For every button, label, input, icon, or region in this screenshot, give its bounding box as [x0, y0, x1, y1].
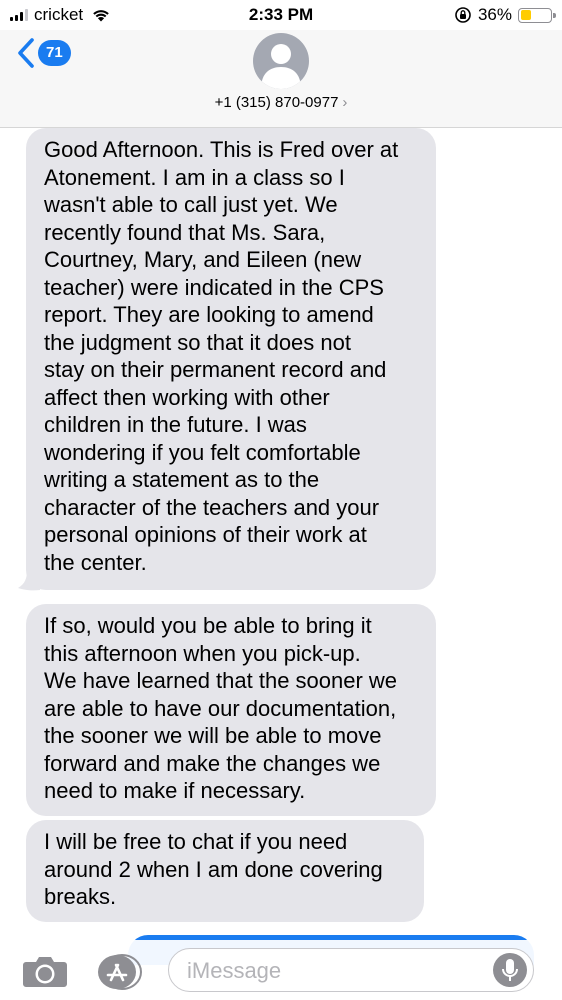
message-line: I will be free to chat if you need: [44, 829, 348, 854]
camera-icon[interactable]: [22, 954, 68, 988]
message-line: Atonement. I am in a class so I: [44, 164, 345, 190]
received-message-bubble[interactable]: [26, 820, 424, 922]
message-input[interactable]: [168, 948, 534, 992]
message-line: writing a statement as to the: [44, 467, 320, 492]
message-line: children in the future. I was: [44, 412, 307, 437]
message-line: breaks.: [44, 884, 117, 909]
contact-details-link[interactable]: [0, 94, 562, 111]
message-line: the center.: [44, 549, 147, 575]
message-line: We have learned that the sooner we: [44, 668, 398, 693]
microphone-button[interactable]: [493, 953, 527, 987]
message-line: personal opinions of their work at: [44, 522, 367, 547]
unread-count-badge: 71: [38, 40, 71, 66]
message-line: the sooner we will be able to move: [44, 723, 382, 748]
avatar-placeholder-icon: [253, 33, 309, 89]
battery-fill: [521, 10, 531, 20]
contact-name: +1 (315) 870-0977: [214, 94, 339, 111]
back-button[interactable]: [16, 38, 71, 68]
orientation-lock-icon: [454, 6, 472, 24]
message-line: report. They are looking to amend: [44, 302, 374, 327]
bubble-tail-icon: [18, 571, 40, 591]
battery-percent: 36%: [477, 5, 512, 24]
message-line: character of the teachers and your: [44, 494, 380, 520]
message-line: around 2 when I am done covering: [44, 856, 383, 882]
conversation-header: [0, 30, 562, 128]
contact-avatar[interactable]: [253, 33, 309, 89]
microphone-icon: [493, 953, 527, 987]
status-right-group: [454, 5, 552, 25]
carrier-name: cricket: [34, 5, 84, 24]
received-message-bubble[interactable]: [26, 128, 436, 590]
message-input-placeholder: iMessage: [187, 958, 282, 983]
message-line: If so, would you be able to bring it: [44, 613, 372, 638]
message-line: recently found that Ms. Sara,: [44, 219, 326, 245]
chevron-right-icon: ›: [342, 94, 348, 111]
message-line: need to make if necessary.: [44, 778, 306, 803]
message-line: Courtney, Mary, and Eileen (new: [44, 247, 362, 272]
message-line: are able to have our documentation,: [44, 695, 397, 721]
app-store-icon[interactable]: [95, 953, 143, 991]
status-bar: [0, 0, 562, 30]
battery-icon: [518, 8, 552, 23]
message-line: Good Afternoon. This is Fred over at: [44, 137, 399, 162]
message-line: teacher) were indicated in the CPS: [44, 274, 384, 300]
message-line: stay on their permanent record and: [44, 357, 387, 382]
received-message-bubble[interactable]: [26, 604, 436, 816]
message-line: the judgment so that it does not: [44, 329, 351, 355]
message-line: wondering if you felt comfortable: [44, 439, 361, 465]
message-line: wasn't able to call just yet. We: [44, 192, 338, 217]
message-line: affect then working with other: [44, 384, 330, 410]
back-chevron-icon: [16, 38, 36, 68]
clock: 2:33 PM: [248, 5, 314, 24]
message-line: this afternoon when you pick-up.: [44, 640, 361, 666]
message-line: forward and make the changes we: [44, 750, 381, 776]
